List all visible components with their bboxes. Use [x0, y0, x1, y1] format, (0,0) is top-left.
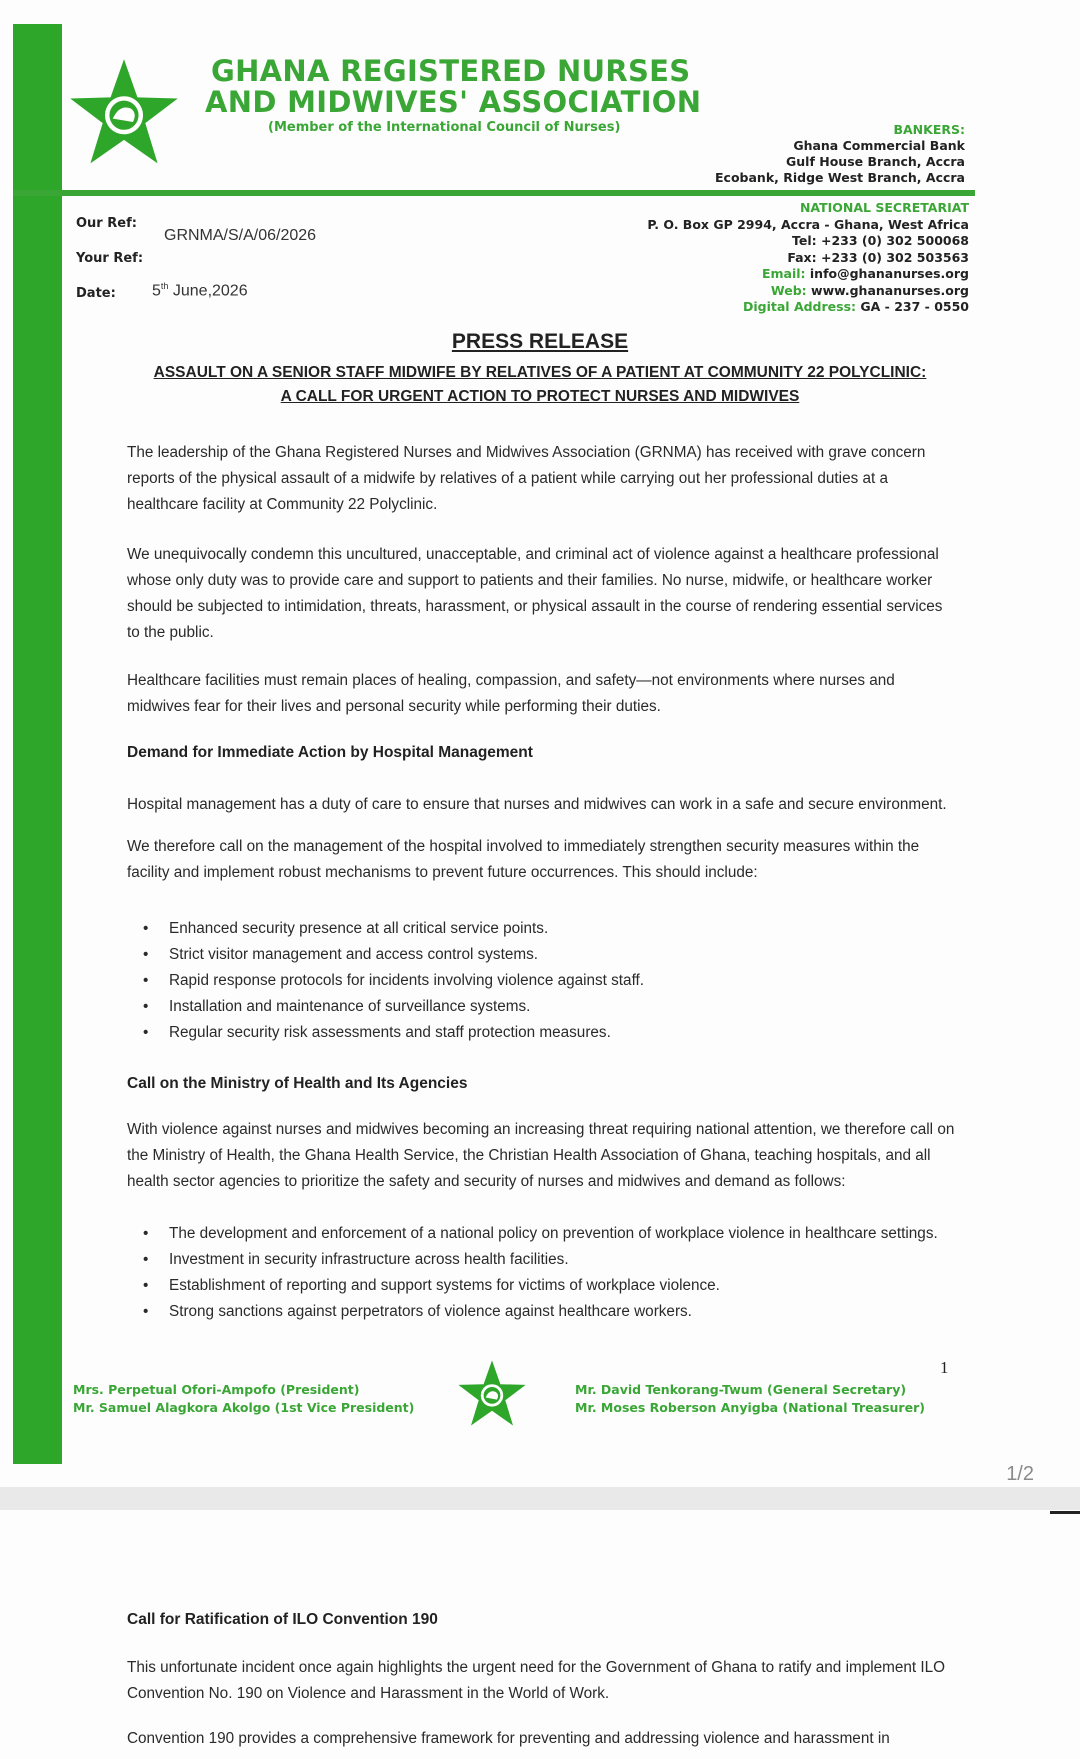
our-ref-value: GRNMA/S/A/06/2026	[164, 227, 317, 244]
paragraph-ministry-call: With violence against nurses and midwives becoming an increasing threat requiring national attention, we therefore call on the Ministry of Health, the Ghana Health Service, the Christian Health Association of Ghana, teaching hospitals, and all health sector agencies to prioritize the safety and security of nurses and midwives and demand as follows:	[127, 1121, 955, 1190]
press-release-title: PRESS RELEASE	[451, 330, 629, 353]
banker-line: Ecobank, Ridge West Branch, Accra	[715, 170, 965, 185]
page-indicator: 1/2	[1006, 1463, 1034, 1485]
paragraph-ilo-ratify: This unfortunate incident once again highlights the urgent need for the Government of Ghana to ratify and implement ILO Convention No. 190 on Violence and Harassment in the World of Work.	[127, 1659, 946, 1702]
paragraph-safety: Healthcare facilities must remain places of healing, compassion, and safety—not environments where nurses and midwives fear for their lives and personal security while performing their duties.	[127, 672, 895, 715]
page-number: 1	[940, 1358, 949, 1377]
document-page-2	[0, 1510, 1080, 1759]
your-ref-label: Your Ref:	[76, 251, 144, 266]
signatories-left	[73, 1381, 414, 1417]
signatory-treasurer: Mr. Moses Roberson Anyigba (National Treasurer)	[575, 1400, 925, 1415]
email-value: info@ghananurses.org	[809, 266, 969, 281]
banker-line: Ghana Commercial Bank	[793, 138, 965, 153]
secretariat-fax: Fax: +233 (0) 302 503563	[787, 249, 969, 265]
scroll-edge-mark	[1050, 1511, 1080, 1514]
hospital-measures-list	[143, 916, 963, 1046]
footer-star-logo-icon	[454, 1359, 530, 1429]
green-margin-bar	[13, 24, 62, 1464]
email-label: Email:	[761, 266, 806, 281]
section-heading-ministry: Call on the Ministry of Health and Its Agencies	[127, 1075, 468, 1092]
list-item: • Establishment of reporting and support systems for victims of workplace violence.	[143, 1273, 963, 1299]
digital-value: GA - 237 - 0550	[860, 299, 969, 314]
list-item: • Strict visitor management and access control systems.	[143, 942, 963, 968]
date-rest: June,2026	[168, 282, 248, 300]
member-line: (Member of the International Council of Nurses)	[268, 120, 621, 135]
list-item: • Rapid response protocols for incidents involving violence against staff.	[143, 968, 963, 994]
secretariat-address: P. O. Box GP 2994, Accra - Ghana, West Africa	[647, 216, 969, 232]
list-item: • Enhanced security presence at all critical service points.	[143, 916, 963, 942]
bankers-label: BANKERS:	[893, 122, 965, 137]
digital-label: Digital Address:	[743, 299, 857, 314]
org-name-line2: AND MIDWIVES' ASSOCIATION	[205, 85, 702, 119]
list-item: • Regular security risk assessments and staff protection measures.	[143, 1020, 963, 1046]
list-item: • Strong sanctions against perpetrators of violence against healthcare workers.	[143, 1299, 963, 1325]
org-name-line1: GHANA REGISTERED NURSES	[211, 54, 691, 88]
paragraph-duty-of-care: Hospital management has a duty of care to ensure that nurses and midwives can work in a safe and secure environment.	[127, 796, 947, 813]
header-divider	[13, 190, 975, 196]
secretariat-digital	[647, 299, 969, 316]
list-item: • Installation and maintenance of surveillance systems.	[143, 994, 963, 1020]
press-release-subtitle-line1: ASSAULT ON A SENIOR STAFF MIDWIFE BY RELATIVES OF A PATIENT AT COMMUNITY 22 POLYCLINIC:	[153, 364, 927, 381]
section-heading-ilo-convention: Call for Ratification of ILO Convention 190	[127, 1611, 438, 1628]
organization-name	[205, 56, 701, 118]
our-ref-label: Our Ref:	[76, 216, 137, 231]
banker-line: Gulf House Branch, Accra	[786, 154, 965, 169]
signatories-right	[575, 1381, 925, 1417]
secretariat-web	[647, 283, 969, 300]
signatory-vice-president: Mr. Samuel Alagkora Akolgo (1st Vice President)	[73, 1400, 415, 1415]
date-day: 5	[152, 282, 161, 300]
date-label: Date:	[76, 286, 116, 301]
secretariat-tel: Tel: +233 (0) 302 500068	[791, 233, 969, 248]
paragraph-security-measures: We therefore call on the management of the hospital involved to immediately strengthen security measures within the facility and implement robust mechanisms to prevent future occurrences. This should include:	[127, 838, 920, 881]
secretariat-block	[647, 200, 969, 316]
signatory-general-secretary: Mr. David Tenkorang-Twum (General Secretary)	[575, 1382, 907, 1397]
list-item: • The development and enforcement of a national policy on prevention of workplace violence in healthcare settings.	[143, 1221, 963, 1247]
paragraph-intro: The leadership of the Ghana Registered Nurses and Midwives Association (GRNMA) has received with grave concern reports of the physical assault of a midwife by relatives of a patient while carrying out her professional duties at a healthcare facility at Community 22 Polyclinic.	[127, 444, 926, 513]
section-heading-hospital-management: Demand for Immediate Action by Hospital Management	[127, 744, 533, 761]
web-value: www.ghananurses.org	[811, 282, 969, 298]
signatory-president: Mrs. Perpetual Ofori-Ampofo (President)	[73, 1382, 360, 1397]
web-label: Web:	[770, 282, 807, 298]
press-release-subtitle-line2: A CALL FOR URGENT ACTION TO PROTECT NURSES AND MIDWIVES	[280, 388, 800, 405]
association-star-logo-icon	[68, 54, 180, 172]
list-item: • Investment in security infrastructure across health facilities.	[143, 1247, 963, 1273]
secretariat-email	[647, 266, 969, 283]
bankers-block	[715, 122, 965, 186]
date-value	[152, 281, 248, 300]
paragraph-convention-framework: Convention 190 provides a comprehensive framework for preventing and addressing violence and harassment in	[127, 1730, 890, 1747]
secretariat-label: NATIONAL SECRETARIAT	[799, 200, 969, 215]
paragraph-condemn: We unequivocally condemn this uncultured, unacceptable, and criminal act of violence against a healthcare professional whose only duty was to provide care and support to patients and their families. No nurse, midwife, or healthcare worker should be subjected to intimidation, threats, harassment, or physical assault in the course of rendering essential services to the public.	[127, 546, 943, 641]
date-suffix: th	[160, 281, 169, 291]
ministry-demands-list	[143, 1221, 963, 1325]
